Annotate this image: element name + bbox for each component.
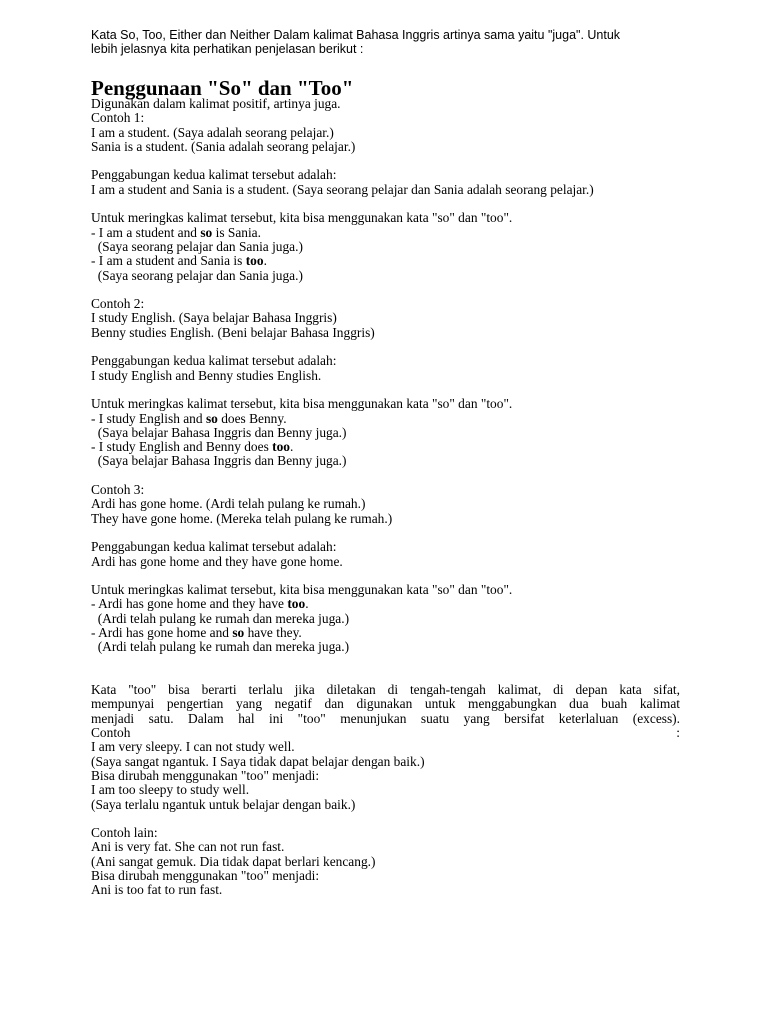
example-2-short-b-translation: (Saya belajar Bahasa Inggris dan Benny juga.)	[91, 453, 347, 469]
example-1-shorten-label: Untuk meringkas kalimat tersebut, kita bisa menggunakan kata "so" dan "too".	[91, 210, 513, 226]
example-2-short-b: - I study English and Benny does too.	[91, 439, 294, 455]
too-example-colon: :	[676, 725, 680, 741]
intro-line-2: lebih jelasnya kita perhatikan penjelasan berikut :	[91, 42, 364, 57]
example-1-combined: I am a student and Sania is a student. (Saya seorang pelajar dan Sania adalah seorang pelajar.)	[91, 181, 594, 197]
example-3-sentence-1: Ardi has gone home. (Ardi telah pulang ke rumah.)	[91, 496, 366, 512]
example-2-short-a: - I study English and so does Benny.	[91, 410, 287, 426]
example-1-sentence-2: Sania is a student. (Sania adalah seorang pelajar.)	[91, 138, 356, 154]
example-2-shorten-label: Untuk meringkas kalimat tersebut, kita bisa menggunakan kata "so" dan "too".	[91, 396, 513, 412]
too-paragraph-line-3: menjadi satu. Dalam hal ini "too" menunjukan suatu yang bersifat keterlaluan (excess).	[91, 710, 680, 726]
too-example-1-translation: (Saya sangat ngantuk. I Saya tidak dapat belajar dengan baik.)	[91, 753, 425, 769]
too-paragraph-line-2: mempunyai pengertian yang negatif dan digunakan untuk menggabungkan dua buah kalimat	[91, 696, 680, 712]
too-change-label: Bisa dirubah menggunakan "too" menjadi:	[91, 767, 320, 783]
example-1-combine-label: Penggabungan kedua kalimat tersebut adalah:	[91, 167, 337, 183]
intro-paragraph	[91, 28, 681, 57]
too-example-2-translation: (Ani sangat gemuk. Dia tidak dapat berlari kencang.)	[91, 853, 376, 869]
example-2-short-a-translation: (Saya belajar Bahasa Inggris dan Benny juga.)	[91, 424, 347, 440]
example-1-short-a-translation: (Saya seorang pelajar dan Sania juga.)	[91, 238, 303, 254]
too-example-1: I am very sleepy. I can not study well.	[91, 739, 295, 755]
example-3-combined: Ardi has gone home and they have gone home.	[91, 553, 343, 569]
too-example-2: Ani is very fat. She can not run fast.	[91, 839, 285, 855]
example-1-short-b: - I am a student and Sania is too.	[91, 253, 267, 269]
example-3-short-b-translation: (Ardi telah pulang ke rumah dan mereka juga.)	[91, 639, 350, 655]
example-3-label: Contoh 3:	[91, 482, 145, 498]
too-example-1-result: I am too sleepy to study well.	[91, 782, 250, 798]
example-1-short-b-translation: (Saya seorang pelajar dan Sania juga.)	[91, 267, 303, 283]
too-change-label-2: Bisa dirubah menggunakan "too" menjadi:	[91, 868, 320, 884]
example-3-short-a: - Ardi has gone home and they have too.	[91, 596, 309, 612]
example-3-shorten-label: Untuk meringkas kalimat tersebut, kita bisa menggunakan kata "so" dan "too".	[91, 582, 513, 598]
example-3-combine-label: Penggabungan kedua kalimat tersebut adalah:	[91, 539, 337, 555]
example-1-sentence-1: I am a student. (Saya adalah seorang pelajar.)	[91, 124, 334, 140]
too-example-2-result: Ani is too fat to run fast.	[91, 882, 223, 898]
example-3-short-a-translation: (Ardi telah pulang ke rumah dan mereka juga.)	[91, 610, 350, 626]
section-heading: Penggunaan "So" dan "Too"	[91, 76, 354, 100]
too-example-label: Contoh	[91, 725, 131, 741]
example-1-short-a: - I am a student and so is Sania.	[91, 224, 261, 240]
example-2-combine-label: Penggabungan kedua kalimat tersebut adalah:	[91, 353, 337, 369]
too-example-1-result-translation: (Saya terlalu ngantuk untuk belajar dengan baik.)	[91, 796, 356, 812]
example-2-label: Contoh 2:	[91, 296, 145, 312]
too-example-label-row	[91, 726, 680, 740]
example-2-sentence-2: Benny studies English. (Beni belajar Bahasa Inggris)	[91, 324, 375, 340]
example-2-combined: I study English and Benny studies English.	[91, 367, 322, 383]
intro-line-1: Kata So, Too, Either dan Neither Dalam kalimat Bahasa Inggris artinya sama yaitu "juga". Untuk	[91, 28, 621, 42]
document-body	[91, 97, 680, 898]
too-other-example-label: Contoh lain:	[91, 825, 158, 841]
example-1-label: Contoh 1:	[91, 110, 145, 126]
example-3-short-b: - Ardi has gone home and so have they.	[91, 624, 302, 640]
usage-description: Digunakan dalam kalimat positif, artinya juga.	[91, 96, 341, 111]
too-paragraph-line-1: Kata "too" bisa berarti terlalu jika diletakan di tengah-tengah kalimat, di depan kata sifat,	[91, 682, 680, 698]
example-2-sentence-1: I study English. (Saya belajar Bahasa Inggris)	[91, 310, 337, 326]
example-3-sentence-2: They have gone home. (Mereka telah pulang ke rumah.)	[91, 510, 393, 526]
